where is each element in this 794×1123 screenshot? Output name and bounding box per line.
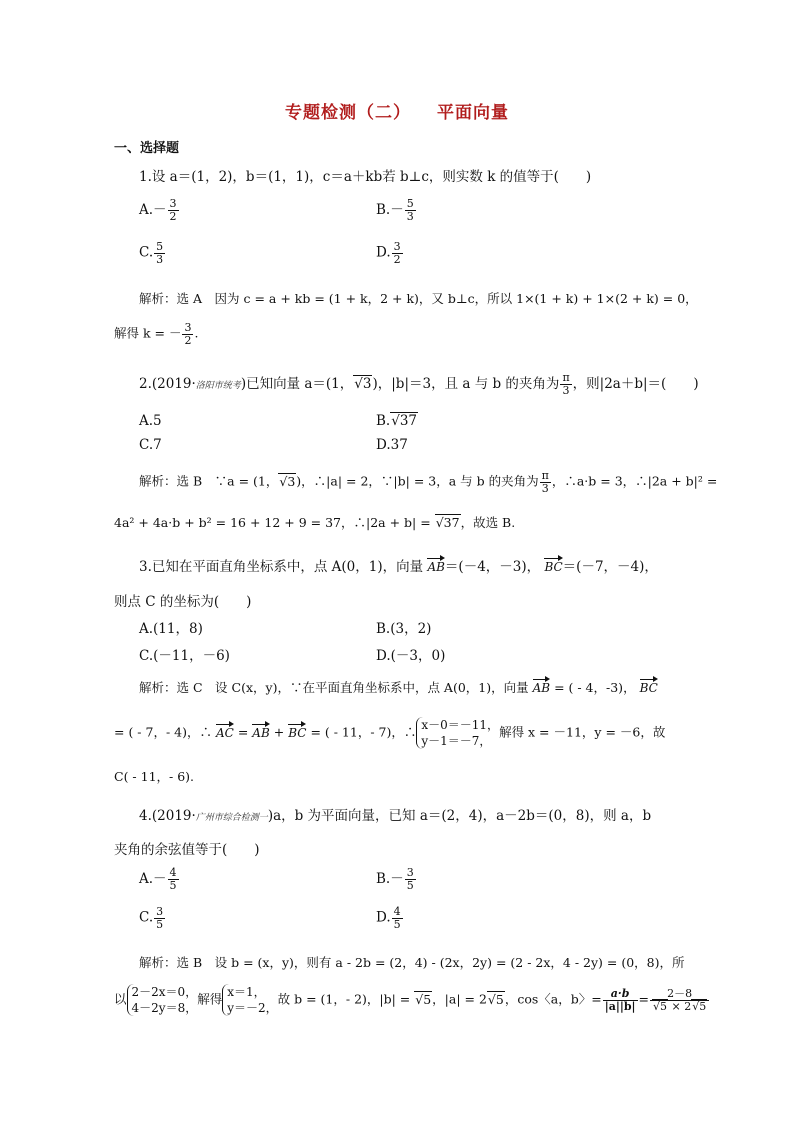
title-sub: 平面向量: [437, 103, 509, 123]
vector-ab: AB: [427, 556, 444, 574]
q4-option-a: A.－ $\frac{4}{5}$: [139, 866, 177, 892]
q4-solution-line2: 以 2－2x＝0， 4－2y＝8， 解得 x＝1， y＝－2， 故 b = (1，- 2)，|b| = √ 5，|a| = 2√ 5，cos〈a，b〉= $\frac{a\cdot b}{|a||b|}$ = 2－8 √ 5 × 2√ 5: [114, 984, 710, 1016]
q1-option-d: D. $\frac{3}{2}$: [376, 240, 401, 266]
q2-stem: 2.(2019·洛阳市统考)已知向量 a＝(1，√ 3)，|b|＝3，且 a 与 b 的夹角为 $\frac{\pi}{3}$ ，则|2a＋b|＝( ): [139, 372, 699, 397]
q3-option-b: B.(3，2): [376, 621, 432, 637]
q3-option-a: A.(11，8): [139, 621, 203, 637]
q1-option-b: B.－ $\frac{5}{3}$: [376, 197, 414, 223]
q2-solution-line2: 4a² + 4a·b + b² = 16 + 12 + 9 = 37，∴|2a + b| = √ 37，故选 B.: [114, 513, 515, 531]
q3-stem-line1: 3.已知在平面直角坐标系中，点 A(0，1)，向量 AB＝(－4，－3)， BC＝(－7，－4)，: [139, 555, 658, 575]
q2-option-d: D.37: [376, 437, 408, 453]
q2-option-c: C.7: [139, 437, 162, 453]
q4-option-b: B.－ $\frac{3}{5}$: [376, 866, 414, 892]
q1-solution-line1: 解析：选 A 因为 c = a + kb = (1 + k，2 + k)，又 b⊥c，所以 1×(1 + k) + 1×(2 + k) = 0，: [139, 291, 698, 306]
q2-option-a: A.5: [139, 413, 162, 429]
q4-stem-line2: 夹角的余弦值等于( ): [114, 842, 260, 858]
q1-stem: 1.设 a＝(1，2)，b＝(1，1)，c＝a＋kb若 b⊥c，则实数 k 的值等于( ): [139, 169, 592, 185]
section-heading: 一、选择题: [114, 141, 180, 156]
q4-option-d: D. $\frac{4}{5}$: [376, 905, 401, 931]
title-main: 专题检测（二）: [285, 103, 411, 123]
q3-solution-line3: C( - 11，- 6).: [114, 769, 195, 784]
vector-bc: BC: [544, 556, 562, 574]
q3-solution-line1: 解析：选 C 设 C(x，y)，∵在平面直角坐标系中，点 A(0，1)，向量 AB = ( - 4，-3)， BC: [139, 677, 658, 696]
q3-option-d: D.(－3，0): [376, 648, 446, 664]
q4-solution-line1: 解析：选 B 设 b = (x，y)，则有 a - 2b = (2，4) - (2x，2y) = (2 - 2x，4 - 2y) = (0，8)，所: [139, 955, 685, 970]
q4-stem-line1: 4.(2019·广州市综合检测一)a，b 为平面向量，已知 a＝(2，4)，a－2b＝(0，8)，则 a，b: [139, 808, 652, 824]
q2-solution-line1: 解析：选 B ∵a = (1，√ 3)，∴|a| = 2，∵|b| = 3，a 与 b 的夹角为 $\frac{\pi}{3}$ ，∴a·b = 3，∴|2a + b|² =: [139, 470, 717, 494]
page-title: [0, 98, 794, 123]
q3-stem-line2: 则点 C 的坐标为( ): [114, 594, 252, 610]
q3-solution-line2: = ( - 7，- 4)，∴ AC = AB + BC = ( - 11，- 7)，∴ x－0＝－11， y－1＝－7， 解得 x = －11，y = －6，故: [114, 718, 666, 749]
q2-option-b: B.√ 37: [376, 413, 418, 429]
q3-option-c: C.(－11，－6): [139, 648, 230, 664]
q1-option-c: C. $\frac{5}{3}$: [139, 240, 164, 266]
q4-option-c: C. $\frac{3}{5}$: [139, 905, 164, 931]
q1-solution-line2: 解得 k = － $\frac{3}{2}$ .: [114, 321, 199, 347]
q1-option-a: A.－ $\frac{3}{2}$: [139, 197, 177, 223]
